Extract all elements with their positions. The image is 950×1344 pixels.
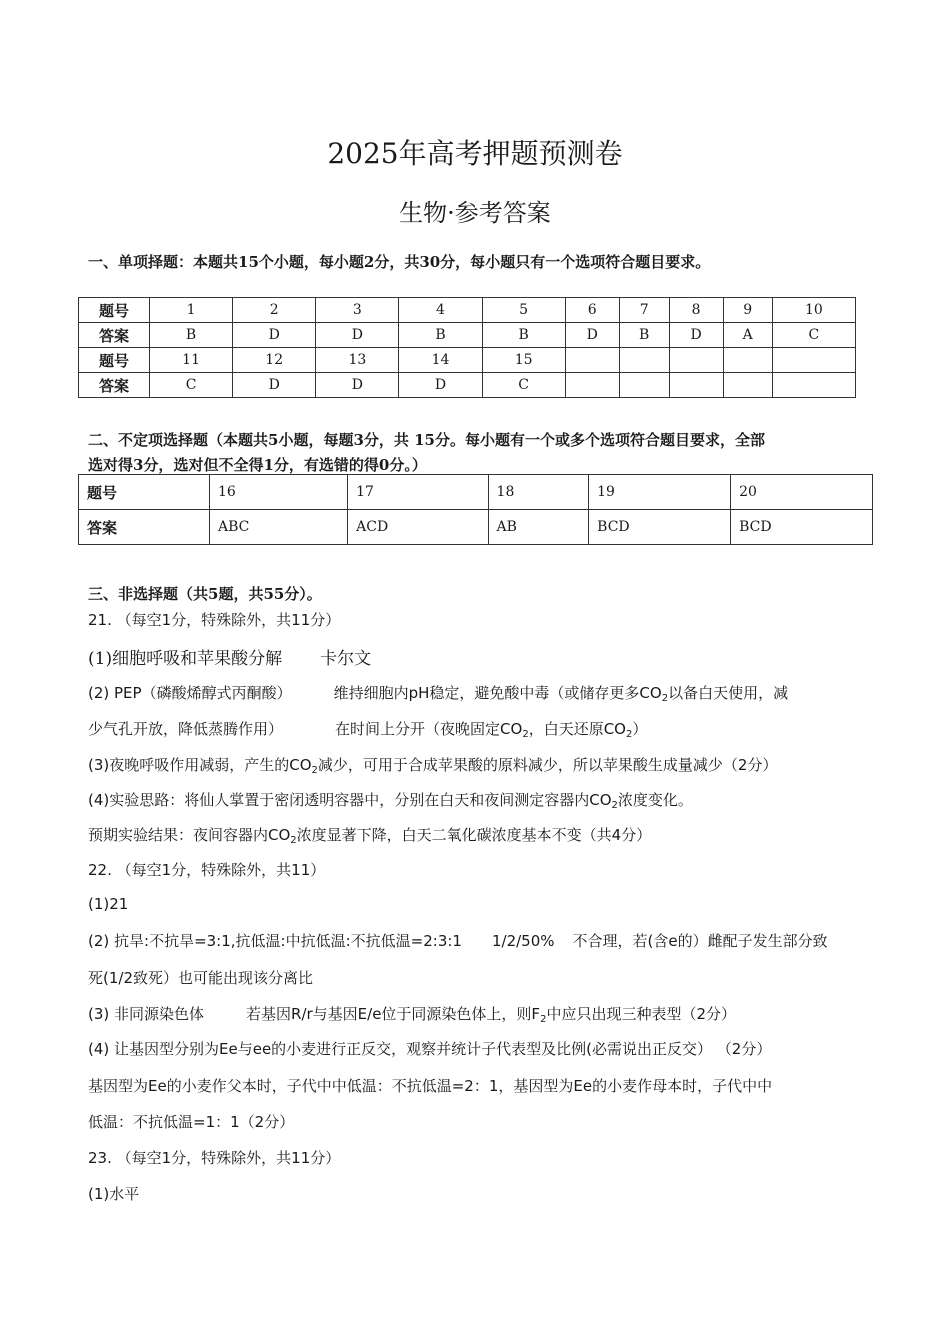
- q21-answer-5a: 预期实验结果：夜间容器内CO: [88, 826, 291, 844]
- answer-cell: B: [399, 323, 482, 348]
- q22-answer-2c: 不合理，若(含e的）雌配子发生部分致: [572, 932, 828, 950]
- answer-cell: AB: [488, 510, 589, 545]
- q21-answer-2-line1: [88, 682, 788, 704]
- answer-cell: D: [316, 323, 399, 348]
- answer-cell: D: [233, 373, 316, 398]
- question-number-cell: 6: [565, 298, 619, 323]
- answer-cell: C: [772, 323, 855, 348]
- question-number-cell: 20: [731, 475, 873, 510]
- q21-answer-2g: ）: [632, 720, 648, 738]
- q21-answer-1: [88, 644, 371, 669]
- answer-cell: [772, 373, 855, 398]
- question-number-cell: 12: [233, 348, 316, 373]
- q21-answer-3-sub: 2: [311, 765, 318, 776]
- question-number-cell: 15: [482, 348, 565, 373]
- answer-cell: D: [669, 323, 723, 348]
- q23-answer-1: (1)水平: [88, 1185, 140, 1203]
- q22-heading: 22. （每空1分，特殊除外，共11）: [88, 861, 326, 879]
- row-label-question: 题号: [79, 348, 150, 373]
- q22-answer-3c: 中应只出现三种表型（2分）: [546, 1005, 736, 1023]
- question-number-cell: 16: [210, 475, 348, 510]
- answer-cell: BCD: [589, 510, 731, 545]
- answer-table-single-choice: [78, 297, 856, 398]
- question-number-cell: 19: [589, 475, 731, 510]
- q21-answer-2e: 在时间上分开（夜晚固定CO: [335, 720, 523, 738]
- answer-cell: ABC: [210, 510, 348, 545]
- q22-answer-3b: 若基因R/r与基因E/e位于同源染色体上，则F: [246, 1005, 541, 1023]
- answer-cell: D: [316, 373, 399, 398]
- q21-answer-2-line2: [88, 718, 647, 740]
- question-number-cell: 3: [316, 298, 399, 323]
- q21-answer-2f: ，白天还原CO: [528, 720, 626, 738]
- q22-answer-1: (1)21: [88, 895, 129, 913]
- row-label-question: 题号: [79, 298, 150, 323]
- q22-answer-3a: (3) 非同源染色体: [88, 1005, 205, 1023]
- answer-row: [79, 373, 856, 398]
- answer-cell: B: [619, 323, 669, 348]
- question-number-cell: 17: [348, 475, 488, 510]
- answer-cell: [619, 373, 669, 398]
- q21-answer-2d: 少气孔开放，降低蒸腾作用）: [88, 720, 284, 738]
- q22-answer-2a: (2) 抗旱:不抗旱=3:1,抗低温:中抗低温:不抗低温=2:3:1: [88, 932, 462, 950]
- question-number-cell: [565, 348, 619, 373]
- question-number-cell: [772, 348, 855, 373]
- q21-answer-4: [88, 789, 693, 811]
- page-subtitle: 生物·参考答案: [399, 199, 551, 227]
- answer-cell: D: [399, 373, 482, 398]
- answer-cell: C: [482, 373, 565, 398]
- question-number-row: [79, 298, 856, 323]
- row-label-answer: 答案: [79, 323, 150, 348]
- question-number-row: [79, 348, 856, 373]
- answer-cell: ACD: [348, 510, 488, 545]
- q21-answer-3b: 减少，可用于合成苹果酸的原料减少，所以苹果酸生成量减少（2分）: [317, 756, 778, 774]
- q22-answer-2b: 1/2/50%: [491, 932, 555, 950]
- page-title: 2025年高考押题预测卷: [327, 137, 623, 170]
- section3-heading: 三、非选择题（共5题，共55分）。: [88, 585, 322, 603]
- question-number-cell: 8: [669, 298, 723, 323]
- q22-answer-2-line1: [88, 930, 828, 951]
- question-number-cell: 7: [619, 298, 669, 323]
- section1-heading: 一、单项择题：本题共15个小题，每小题2分，共30分，每小题只有一个选项符合题目要求。: [88, 253, 711, 271]
- question-number-cell: 14: [399, 348, 482, 373]
- answer-table-multiple-choice: [78, 474, 873, 545]
- row-label-answer: 答案: [79, 373, 150, 398]
- q22-answer-6: 低温：不抗低温=1：1（2分）: [88, 1113, 295, 1131]
- row-label-question: 题号: [79, 475, 210, 510]
- question-number-cell: 13: [316, 348, 399, 373]
- question-number-cell: [669, 348, 723, 373]
- question-number-cell: [723, 348, 772, 373]
- q21-heading: 21. （每空1分，特殊除外，共11分）: [88, 611, 341, 629]
- question-number-cell: 11: [150, 348, 233, 373]
- answer-cell: B: [150, 323, 233, 348]
- answer-cell: [565, 373, 619, 398]
- q22-answer-3: [88, 1003, 736, 1025]
- answer-cell: [723, 373, 772, 398]
- question-number-cell: 4: [399, 298, 482, 323]
- q21-answer-5-sub: 2: [290, 835, 297, 846]
- question-number-cell: 18: [488, 475, 589, 510]
- q21-answer-1b: 卡尔文: [320, 649, 372, 669]
- q21-answer-2a: (2) PEP（磷酸烯醇式丙酮酸）: [88, 684, 292, 702]
- section2-heading-line2: 选对得3分，选对但不全得1分，有选错的得0分。）: [88, 456, 427, 474]
- q21-answer-4b: 浓度变化。: [617, 791, 693, 809]
- answer-cell: A: [723, 323, 772, 348]
- q21-answer-4a: (4)实验思路：将仙人掌置于密闭透明容器中，分别在白天和夜间测定容器内CO: [88, 791, 612, 809]
- q22-answer-5: 基因型为Ee的小麦作父本时，子代中中低温：不抗低温=2：1，基因型为Ee的小麦作母本时，子代中中: [88, 1077, 773, 1095]
- answer-row: [79, 510, 873, 545]
- q22-answer-4: (4) 让基因型分别为Ee与ee的小麦进行正反交，观察并统计子代表型及比例(必需说出正反交） （2分）: [88, 1040, 772, 1058]
- answer-cell: D: [233, 323, 316, 348]
- q21-answer-3: [88, 754, 777, 776]
- q21-answer-2e-sub: 2: [522, 729, 529, 740]
- question-number-cell: [619, 348, 669, 373]
- q21-answer-2b: 维持细胞内pH稳定，避免酸中毒（或储存更多CO: [333, 684, 662, 702]
- q21-answer-2c: 以备白天使用，减: [668, 684, 789, 702]
- question-number-cell: 2: [233, 298, 316, 323]
- q21-answer-4-sub: 2: [611, 800, 618, 811]
- section2-heading-line1: 二、不定项选择题（本题共5小题，每题3分，共 15分。每小题有一个或多个选项符合题目要求，全部: [88, 431, 765, 449]
- answer-cell: C: [150, 373, 233, 398]
- answer-cell: D: [565, 323, 619, 348]
- answer-cell: B: [482, 323, 565, 348]
- answer-cell: [669, 373, 723, 398]
- q21-answer-2b-sub: 2: [661, 693, 669, 704]
- q21-answer-5: [88, 824, 651, 846]
- q21-answer-5b: 浓度显著下降，白天二氧化碳浓度基本不变（共4分）: [296, 826, 652, 844]
- answer-cell: BCD: [731, 510, 873, 545]
- question-number-cell: 10: [772, 298, 855, 323]
- answer-row: [79, 323, 856, 348]
- q22-answer-3-sub: 2: [540, 1014, 547, 1025]
- question-number-cell: 9: [723, 298, 772, 323]
- q21-answer-1a: (1)细胞呼吸和苹果酸分解: [88, 649, 283, 669]
- question-number-row: [79, 475, 873, 510]
- question-number-cell: 1: [150, 298, 233, 323]
- q21-answer-3a: (3)夜晚呼吸作用减弱，产生的CO: [88, 756, 312, 774]
- q22-answer-2d: 死(1/2致死）也可能出现该分离比: [88, 969, 313, 987]
- row-label-answer: 答案: [79, 510, 210, 545]
- question-number-cell: 5: [482, 298, 565, 323]
- q23-heading: 23. （每空1分，特殊除外，共11分）: [88, 1149, 341, 1167]
- q21-answer-2f-sub: 2: [625, 729, 633, 740]
